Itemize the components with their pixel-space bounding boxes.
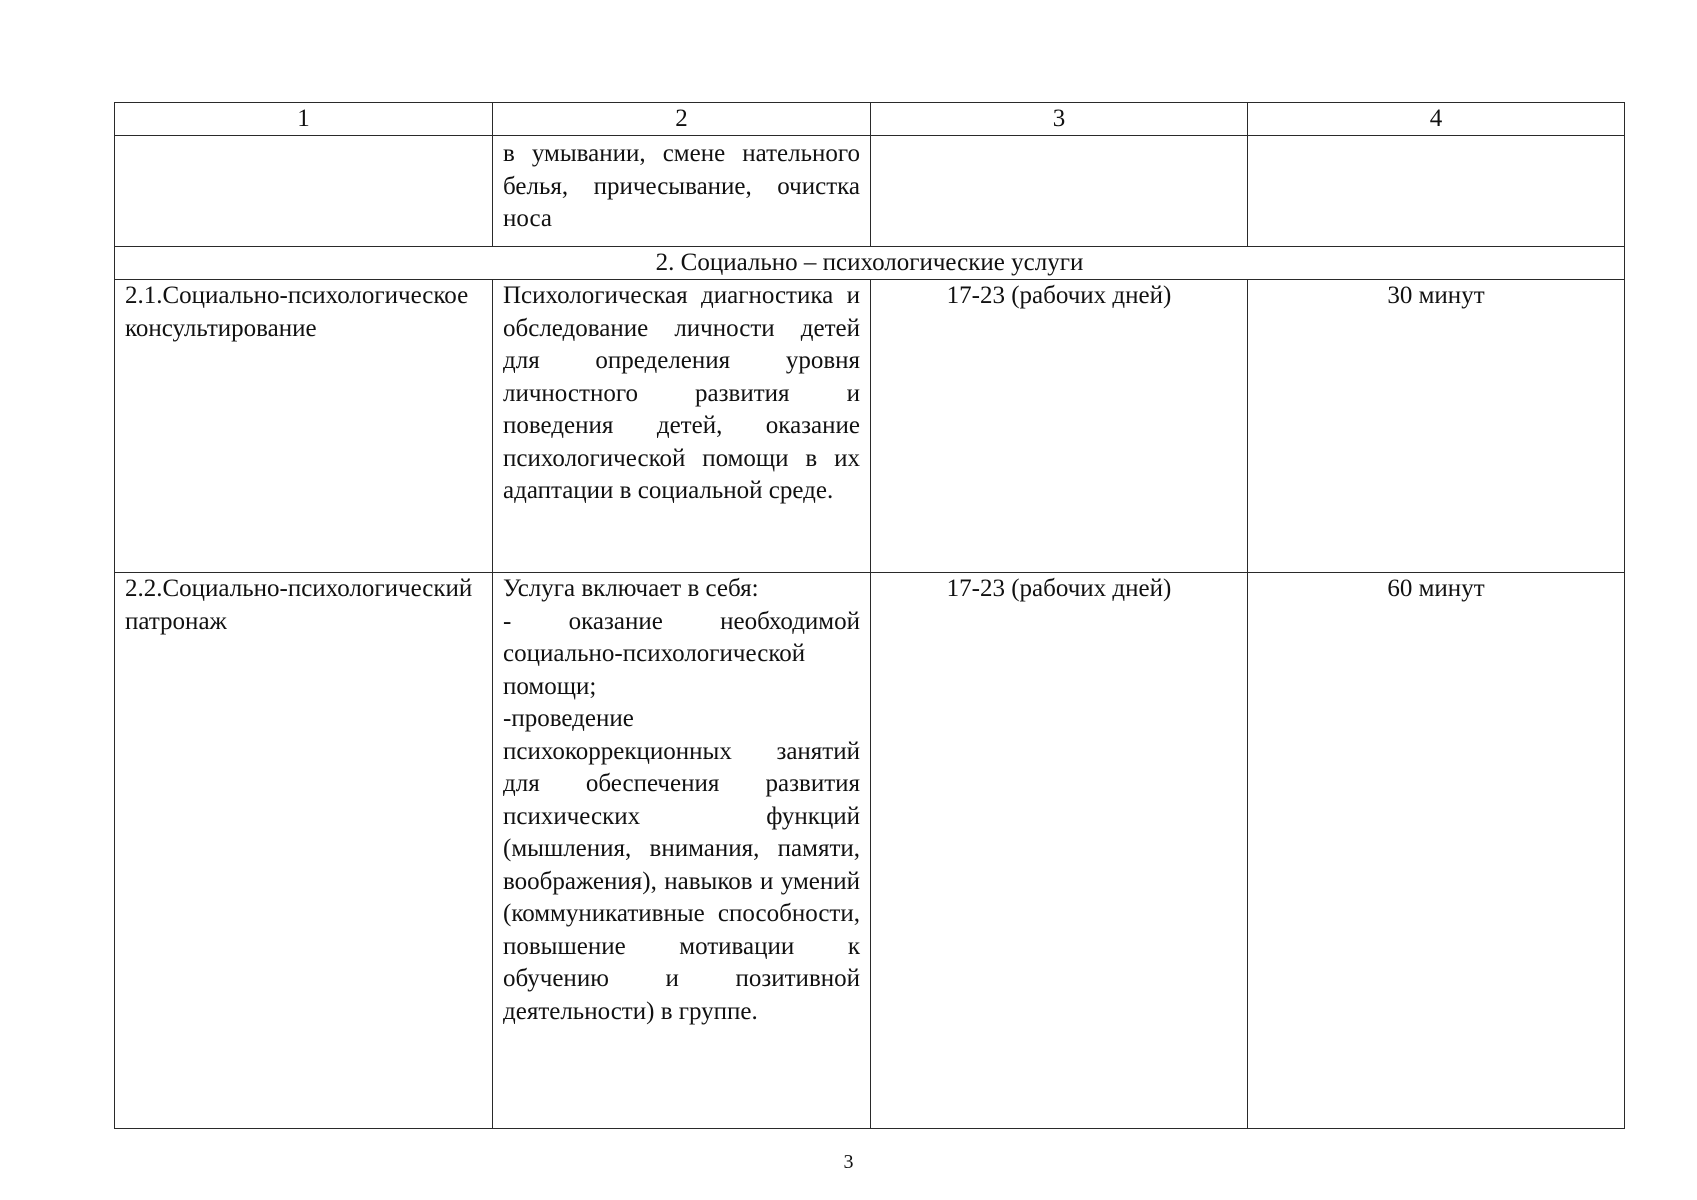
service-description-cell: Психологическая диагностика и обследование личности детей для определения уровня личностного развития и поведения детей, оказание психологической помощи в их адаптации в социальной среде.: [493, 280, 871, 573]
service-name-cell: 2.1.Социально-психологическое консультирование: [115, 280, 493, 573]
service-duration-cell: 30 минут: [1248, 280, 1625, 573]
service-term-cell: 17-23 (рабочих дней): [871, 573, 1248, 1129]
service-description-cell: [493, 573, 871, 1129]
continuation-col2: в умывании, смене нательного белья, причесывание, очистка носа: [493, 136, 871, 247]
table-header-row: [115, 103, 1625, 136]
service-term-cell: 17-23 (рабочих дней): [871, 280, 1248, 573]
description-intro: Услуга включает в себя:: [503, 575, 759, 602]
column-header-3: 3: [871, 103, 1248, 136]
description-item-2: -проведение психокоррекционных занятий для обеспечения развития психических функций (мышления, внимания, памяти, воображения), навыков и умений (коммуникативные способности, повышение мотивации к обучению и позитивной деятельности) в группе.: [503, 705, 860, 1025]
table-row: [115, 573, 1625, 1129]
continuation-col1: [115, 136, 493, 247]
column-header-4: 4: [1248, 103, 1625, 136]
column-header-2: 2: [493, 103, 871, 136]
service-name-cell: 2.2.Социально-психологический патронаж: [115, 573, 493, 1129]
table-row: [115, 280, 1625, 573]
description-item-1: - оказание необходимой социально-психологической помощи;: [503, 607, 860, 700]
page-number: 3: [843, 1151, 854, 1173]
services-table: [114, 102, 1625, 1129]
column-header-1: 1: [115, 103, 493, 136]
service-duration-cell: 60 минут: [1248, 573, 1625, 1129]
continuation-col3: [871, 136, 1248, 247]
table-row-continuation: [115, 136, 1625, 247]
section-title: 2. Социально – психологические услуги: [115, 247, 1625, 280]
continuation-col4: [1248, 136, 1625, 247]
section-header-row: [115, 247, 1625, 280]
